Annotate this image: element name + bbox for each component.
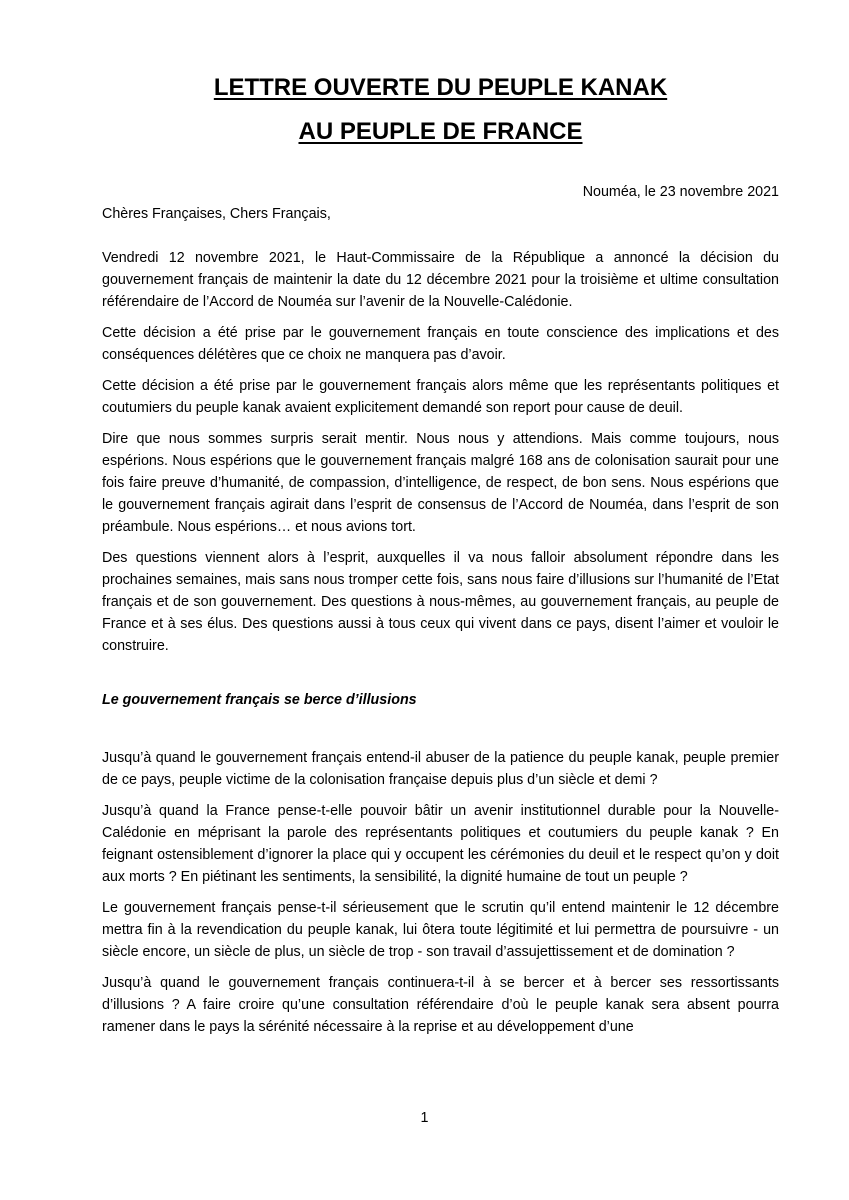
letter-body [102, 74, 779, 1047]
paragraph-4: Dire que nous sommes surpris serait mentir. Nous nous y attendions. Mais comme toujours, nous espérions. Nous espérions que le gouvernement français malgré 168 ans de colonisation saurait pour une fois faire preuve d’humanité, de compassion, d’intelligence, de respect, de bon sens. Nous espérions que le gouvernement français agirait dans l’esprit de consensus de l’Accord de Nouméa, dans l’esprit de son préambule. Nous espérions… et nous avions tort. [102, 431, 779, 535]
paragraph-3: Cette décision a été prise par le gouvernement français alors même que les représentants politiques et coutumiers du peuple kanak avaient explicitement demandé son report pour cause de deuil. [102, 378, 779, 416]
section-paragraph-1: Jusqu’à quand le gouvernement français entend-il abuser de la patience du peuple kanak, peuple premier de ce pays, peuple victime de la colonisation française depuis plus d’un siècle et demi ? [102, 750, 779, 788]
paragraph-1: Vendredi 12 novembre 2021, le Haut-Commissaire de la République a annoncé la décision du gouvernement français de maintenir la date du 12 décembre 2021 pour la troisième et ultime consultation référendaire de l’Accord de Nouméa sur l’avenir de la Nouvelle-Calédonie. [102, 250, 779, 310]
section-paragraph-3: Le gouvernement français pense-t-il sérieusement que le scrutin qu’il entend maintenir le 12 décembre mettra fin à la revendication du peuple kanak, lui ôtera toute légitimité et lui permettra de poursuivre - un siècle encore, un siècle de plus, un siècle de trop - son travail d’assujettissement et de domination ? [102, 900, 779, 960]
paragraph-5: Des questions viennent alors à l’esprit, auxquelles il va nous falloir absolument répondre dans les prochaines semaines, mais sans nous tromper cette fois, sans nous faire d’illusions sur l’humanité de l’Etat français et de son gouvernement. Des questions à nous-mêmes, au gouvernement français, au peuple de France et à ses élus. Des questions aussi à tous ceux qui vivent dans ce pays, disent l’aimer et vouloir le construire. [102, 550, 779, 654]
title-line-1: LETTRE OUVERTE DU PEUPLE KANAK [213, 74, 668, 101]
paragraph-2: Cette décision a été prise par le gouvernement français en toute conscience des implications et des conséquences délétères que ce choix ne manquera pas d’avoir. [102, 325, 779, 363]
salutation: Chères Françaises, Chers Français, [102, 206, 331, 222]
letter-date: Nouméa, le 23 novembre 2021 [582, 184, 779, 200]
section-paragraph-4: Jusqu’à quand le gouvernement français continuera-t-il à se bercer et à bercer ses ressortissants d’illusions ? A faire croire qu’une consultation référendaire d’où le peuple kanak sera absent pourra ramener dans le pays la sérénité nécessaire à la reprise et au développement d’une [102, 975, 779, 1035]
section-heading: Le gouvernement français se berce d’illusions [102, 692, 417, 708]
section-paragraph-2: Jusqu’à quand la France pense-t-elle pouvoir bâtir un avenir institutionnel durable pour la Nouvelle-Calédonie en méprisant la parole des représentants politiques et coutumiers du peuple kanak ? En feignant ostensiblement d’ignorer la place qui y occupent les cérémonies du deuil et le respect qu’on y doit aux morts ? En piétinant les sentiments, la sensibilité, la dignité humaine de tout un peuple ? [102, 803, 779, 885]
page-number: 1 [420, 1110, 429, 1126]
title-line-2: AU PEUPLE DE FRANCE [298, 118, 583, 145]
